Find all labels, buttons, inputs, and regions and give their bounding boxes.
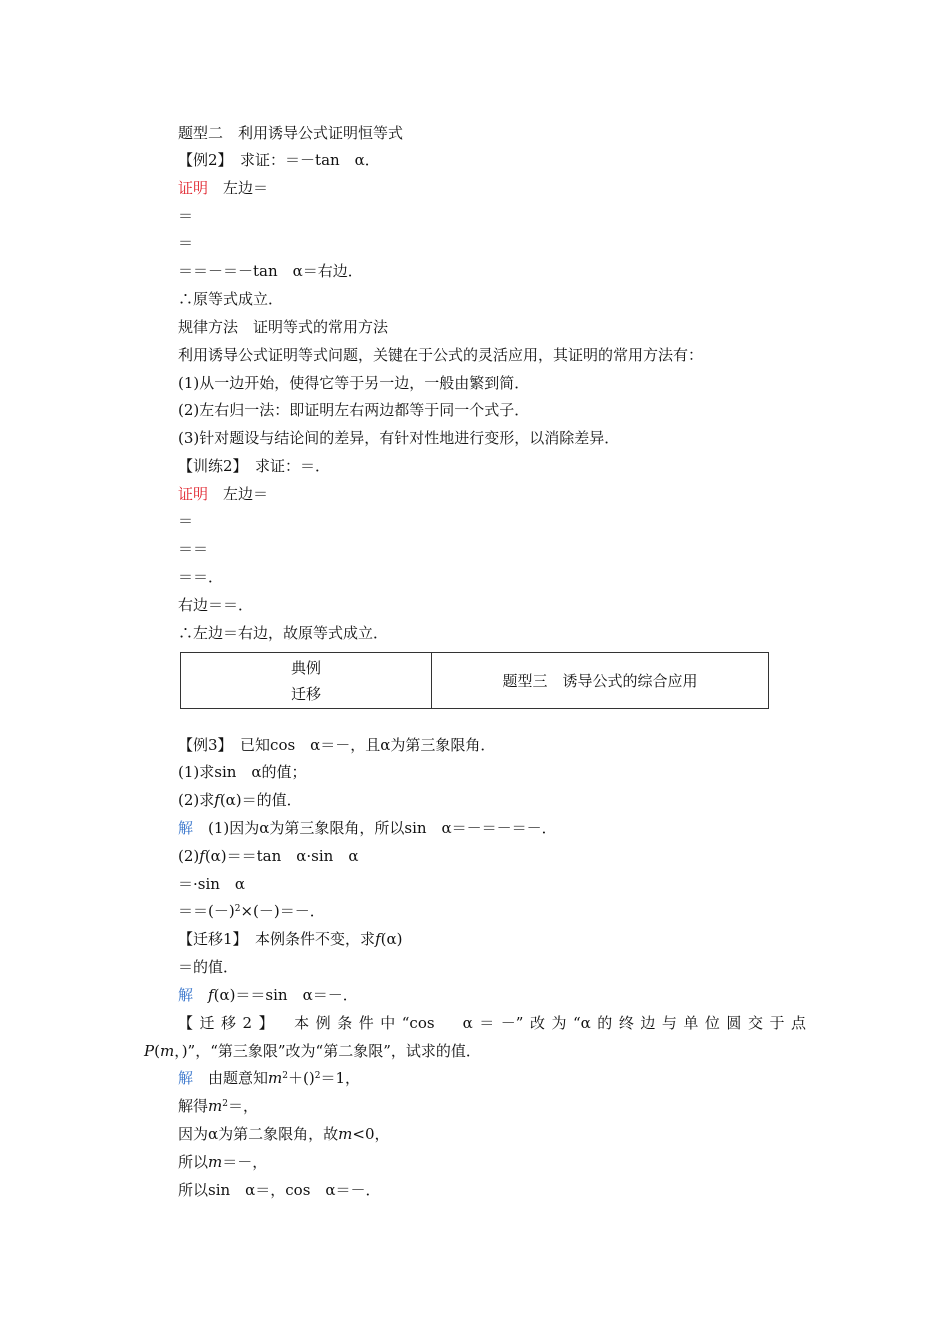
method-title: 规律方法 证明等式的常用方法: [178, 318, 389, 336]
example2-tag: 【例2】: [178, 151, 226, 169]
sol3-l4-exponent: 2: [234, 904, 241, 914]
example2-text: 求证：＝－tan α．: [225, 151, 380, 169]
proof2-line1: [178, 484, 268, 504]
move2-line1: 【迁移2】 本例条件中“cos α＝－”改为“α的终边与单位圆交于点: [178, 1014, 806, 1032]
sm2-l2-suffix: ＝，: [227, 1097, 258, 1115]
sol3-l2-prefix: (2): [178, 847, 200, 865]
example3-q2: [178, 790, 302, 810]
solution-move1-label: 解: [178, 986, 194, 1004]
move1-function: f: [375, 930, 381, 948]
proof2-text1: 左边＝: [208, 485, 269, 503]
q2-function: f: [214, 791, 220, 809]
solution3-line1: [178, 818, 557, 838]
table-left-line2: 迁移: [290, 685, 321, 703]
section3-header-table: [180, 652, 769, 709]
solution3-line2: [178, 846, 358, 866]
example3-q1: (1)求sin α的值；: [178, 763, 307, 781]
proof1-line1: [178, 178, 268, 198]
move1-line1: [178, 929, 402, 949]
solution-move2-line5: 所以sin α＝，cos α＝－．: [178, 1181, 381, 1199]
q2-suffix: (α)＝的值．: [219, 791, 302, 809]
sol-move1-space: [193, 986, 208, 1004]
solution3-line3: ＝·sin α: [178, 875, 246, 893]
section2-title: 题型二 利用诱导公式证明恒等式: [178, 124, 404, 142]
table-left-cell: [181, 653, 431, 707]
move2-line2: [144, 1041, 481, 1061]
proof1-line4: ＝＝－＝－tan α＝右边．: [178, 262, 363, 280]
sm2-l1-prefix: 由题意知: [193, 1069, 269, 1087]
sm2-l3-prefix: 因为α为第二象限角，故: [178, 1125, 339, 1143]
sm2-l4-suffix: ＝－，: [222, 1153, 268, 1171]
solution-move1: [178, 985, 358, 1005]
move1-text-suffix: (α): [380, 930, 403, 948]
solution3-line4: [178, 901, 325, 921]
sol3-l4-prefix: ＝＝(－): [178, 902, 235, 920]
move2-paren: (: [154, 1042, 160, 1060]
method-item1: (1)从一边开始，使得它等于另一边，一般由繁到简．: [178, 374, 530, 392]
proof1-line2: ＝: [178, 207, 194, 225]
sm2-l4-var: m: [208, 1153, 223, 1171]
sm2-l3-suffix: <0，: [352, 1125, 390, 1143]
proof2-conclusion: ∴左边＝右边，故原等式成立．: [178, 624, 389, 642]
sm2-l1-exp2: 2: [314, 1071, 321, 1081]
solution-move2-line3: [178, 1124, 390, 1144]
proof2-label: 证明: [178, 485, 209, 503]
sm2-l1-var: m: [268, 1069, 283, 1087]
example3-text: 已知cos α＝－，且α为第三象限角．: [225, 736, 496, 754]
proof1-line3: ＝: [178, 234, 194, 252]
sm2-l2-var: m: [208, 1097, 223, 1115]
move1-tag: 【迁移1】: [178, 930, 241, 948]
example3-tag: 【例3】: [178, 736, 226, 754]
move1-line2: ＝的值．: [178, 958, 239, 976]
sm2-l4-prefix: 所以: [178, 1153, 209, 1171]
sol3-l2-suffix: (α)＝＝tan α·sin α: [204, 847, 359, 865]
move1-text-prefix: 本例条件不变，求: [240, 930, 376, 948]
proof2-line2: ＝: [178, 512, 194, 530]
method-item3: (3)针对题设与结论间的差异，有针对性地进行变形，以消除差异．: [178, 429, 620, 447]
proof1-label: 证明: [178, 179, 209, 197]
proof1-conclusion: ∴原等式成立．: [178, 290, 284, 308]
sol-move1-function: f: [208, 986, 214, 1004]
sm2-l1-suffix: ＝1，: [320, 1069, 360, 1087]
move2-var-m: m: [159, 1042, 175, 1060]
method-intro: 利用诱导公式证明等式问题，关键在于公式的灵活应用，其证明的常用方法有：: [178, 346, 704, 364]
train2-tag: 【训练2】: [178, 457, 241, 475]
proof2-line4: ＝＝．: [178, 568, 224, 586]
move2-point-P: P: [144, 1042, 155, 1060]
sol-move1-suffix: (α)＝＝sin α＝－．: [213, 986, 358, 1004]
proof1-text1: 左边＝: [208, 179, 269, 197]
sol3-l2-function: f: [199, 847, 205, 865]
solution-move2-line2: [178, 1096, 258, 1116]
method-item2: (2)左右归一法：即证明左右两边都等于同一个式子．: [178, 401, 530, 419]
sm2-l1-exp: 2: [282, 1071, 288, 1081]
sm2-l1-mid: ＋(): [288, 1069, 315, 1087]
table-right-cell: 题型三 诱导公式的综合应用: [502, 672, 698, 690]
train2-text: 求证：＝．: [240, 457, 331, 475]
table-left-line1: 典例: [290, 659, 321, 677]
sm2-l3-var: m: [338, 1125, 353, 1143]
solution3-text1: (1)因为α为第三象限角，所以sin α＝－＝－＝－．: [193, 819, 557, 837]
move2-line2-suffix: ，)”，“第三象限”改为“第二象限”，试求的值．: [174, 1042, 481, 1060]
example2-line: [178, 150, 380, 170]
solution3-label: 解: [178, 819, 194, 837]
proof2-line3: ＝＝: [178, 540, 209, 558]
solution-move2-line1: [178, 1068, 360, 1088]
train2-line: [178, 456, 330, 476]
q2-prefix: (2)求: [178, 791, 215, 809]
sol3-l4-suffix: ×(－)＝－．: [240, 902, 325, 920]
solution-move2-line4: [178, 1152, 267, 1172]
solution-move2-label: 解: [178, 1069, 194, 1087]
example3-line: [178, 735, 495, 755]
sm2-l2-prefix: 解得: [178, 1097, 209, 1115]
proof2-line5: 右边＝＝．: [178, 596, 254, 614]
sm2-l2-exp: 2: [222, 1099, 228, 1109]
